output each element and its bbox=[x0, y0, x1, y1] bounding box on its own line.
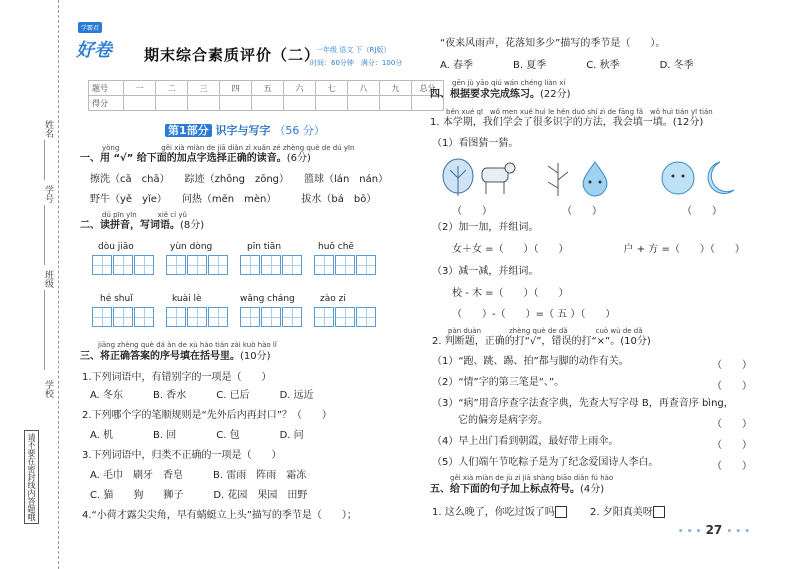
answer-paren[interactable]: （ ） bbox=[712, 440, 752, 451]
q2-score: (8分) bbox=[180, 220, 205, 231]
sealing-notice: 请不要在密封线内答题哦 bbox=[24, 430, 39, 524]
q3-item2-options: A. 机 B. 回 C. 包 D. 问 bbox=[90, 430, 304, 441]
punct-item-2-text: 2. 夕阳真美呀 bbox=[590, 507, 653, 518]
goat-icon bbox=[482, 163, 515, 194]
judge-item-3: （3）“病”用音序查字法查字典，先查大写字母 B，再查音序 bìng， bbox=[432, 398, 734, 409]
q3-item3-options-b: C. 猫 狗 狮子 D. 花园 果园 田野 bbox=[90, 490, 308, 501]
q2-title bbox=[80, 220, 204, 232]
q5-pinyin: gěi xià miàn de jù zi jiā shàng biāo diǎn fú hào bbox=[450, 474, 614, 482]
q4-2-score: (10分) bbox=[620, 336, 651, 347]
score-table-header-row bbox=[89, 81, 444, 96]
judge-item-5: （5）人们端午节吃粽子是为了纪念爱国诗人李白。 bbox=[432, 457, 659, 468]
judge-item-1: （1）“跑、跳、踢、拍”都与脚的动作有关。 bbox=[432, 356, 629, 367]
student-id-label: 学号 bbox=[43, 185, 53, 203]
page-number: 27 bbox=[705, 523, 723, 537]
score-table-score-row bbox=[89, 96, 444, 111]
q4-1-sub3-line2: （ ）-（ ）=（ 五 ）（ ） bbox=[452, 309, 616, 320]
answer-paren[interactable]: （ ） bbox=[712, 461, 752, 472]
id-line bbox=[44, 205, 45, 265]
score-cell: 五 bbox=[252, 81, 284, 96]
tree-icon bbox=[443, 159, 473, 196]
page-title: 期末综合素质评价（二） bbox=[144, 46, 321, 64]
dots-left: • • • bbox=[677, 527, 702, 537]
score-cell: 总分 bbox=[412, 81, 444, 96]
pinyin-word: huǒ chē bbox=[318, 242, 354, 252]
pinyin-word: dòu jiāo bbox=[98, 242, 134, 252]
q1-pinyin: yòng gěi xià miàn de jiā diǎn zì xuǎn zé zhèng què de dú yīn bbox=[102, 144, 355, 152]
score-row-label: 得分 bbox=[89, 96, 124, 111]
q4-title bbox=[430, 89, 571, 101]
punct-box[interactable] bbox=[555, 506, 567, 518]
judge-item-2: （2）“情”字的第三笔是“、”。 bbox=[432, 377, 565, 388]
q3-item3: 3.下列词语中，归类不正确的一项是（ ） bbox=[82, 450, 282, 461]
class-line bbox=[44, 290, 45, 370]
q4-1-title bbox=[430, 117, 703, 129]
part1-score: （56 分） bbox=[274, 124, 325, 137]
writing-grid[interactable] bbox=[166, 255, 229, 275]
answer-paren[interactable]: （ ） bbox=[712, 360, 752, 371]
q3-title bbox=[80, 351, 271, 363]
pinyin-word: kuài lè bbox=[172, 294, 202, 304]
score-input-cell[interactable] bbox=[188, 96, 220, 111]
writing-grid[interactable] bbox=[314, 307, 377, 327]
score-cell: 六 bbox=[284, 81, 316, 96]
q1-text: 一、用 “√” 给下面的加点字选择正确的读音。 bbox=[80, 153, 287, 164]
writing-grid[interactable] bbox=[240, 255, 303, 275]
q4-1-sub1: （1）看图猜一猜。 bbox=[432, 138, 519, 149]
q3-text: 三、将正确答案的序号填在括号里。 bbox=[80, 351, 240, 362]
score-cell: 四 bbox=[220, 81, 252, 96]
sun-icon bbox=[662, 162, 694, 194]
logo-badge bbox=[76, 22, 120, 72]
q3-item2: 2.下列哪个字的笔顺规则是“先外后内再封口”？（ ） bbox=[82, 410, 332, 421]
q4-pinyin: gēn jù yāo qiú wán chéng liàn xí bbox=[452, 79, 566, 87]
q2-text: 二、读拼音，写词语。 bbox=[80, 220, 180, 231]
full-score-text: 满分：100分 bbox=[360, 59, 403, 67]
q4-1-sub2-line: 女＋女 =（ ）（ ） 户 + 方 =（ ）（ ） bbox=[452, 244, 745, 255]
q4-2-text: 2. 判断题，正确的打“√”，错误的打“×”。 bbox=[432, 336, 621, 347]
q4-1-sub3-line1: 校 - 木 =（ ）（ ） bbox=[452, 288, 569, 299]
binding-dashed-line bbox=[58, 0, 60, 569]
q5-title bbox=[430, 484, 604, 496]
answer-paren[interactable]: （ ） bbox=[452, 206, 492, 217]
q5-text: 五、给下面的句子加上标点符号。 bbox=[430, 484, 580, 495]
q4-2-pinyin: pàn duàn zhèng què de dǎ cuò wù de dǎ bbox=[448, 327, 643, 335]
time-text: 时间：60分钟 bbox=[310, 59, 354, 67]
score-input-cell[interactable] bbox=[316, 96, 348, 111]
score-cell: 九 bbox=[380, 81, 412, 96]
score-cell: 八 bbox=[348, 81, 380, 96]
pinyin-word: wǎng cháng bbox=[240, 294, 295, 304]
part1-tag: 第1部分 bbox=[165, 124, 212, 137]
q4-1-pinyin: běn xué qī wǒ men xué huì le hěn duō shí zì de fāng fǎ wǒ huì tián yī tián bbox=[446, 108, 713, 116]
judge-item-4: （4）早上出门看到朝霞，最好带上雨伞。 bbox=[432, 436, 619, 447]
score-input-cell[interactable] bbox=[220, 96, 252, 111]
writing-grid[interactable] bbox=[92, 255, 155, 275]
q1-row1: 擦洗（cā chā） 踪迹（zhōng zōng） 篮球（lán nán） bbox=[90, 174, 389, 185]
q1-title bbox=[80, 153, 311, 165]
q1-row2: 野牛（yě yǐe） 问热（mēn mèn） 拔水（bá bō） bbox=[90, 194, 377, 205]
writing-grid[interactable] bbox=[92, 307, 155, 327]
q3-item3-options-a: A. 毛巾 刷牙 香皂 B. 雷雨 阵雨 霜冻 bbox=[90, 470, 307, 481]
q4-1-sub2: （2）加一加，并组词。 bbox=[432, 222, 539, 233]
score-cell: 三 bbox=[188, 81, 220, 96]
answer-paren[interactable]: （ ） bbox=[682, 206, 722, 217]
q4-text: 四、根据要求完成练习。 bbox=[430, 89, 540, 100]
part1-heading bbox=[165, 122, 325, 138]
q3-item1: 1.下列词语中，有错别字的一项是（ ） bbox=[82, 372, 272, 383]
name-label: 姓名 bbox=[43, 120, 53, 138]
answer-paren[interactable]: （ ） bbox=[562, 206, 602, 217]
binding-margin bbox=[0, 0, 62, 569]
school-label: 学校 bbox=[43, 380, 53, 398]
page-number-area bbox=[678, 523, 750, 537]
q4-1-score: (12分) bbox=[672, 117, 704, 128]
score-table bbox=[88, 80, 444, 111]
guess-pictures bbox=[440, 158, 770, 198]
q4-1-sub3: （3）减一减，并组词。 bbox=[432, 266, 539, 277]
score-cell: 一 bbox=[124, 81, 156, 96]
pinyin-word: zào zi bbox=[320, 294, 346, 304]
answer-paren[interactable]: （ ） bbox=[712, 381, 752, 392]
part1-title: 识字与写字 bbox=[215, 124, 271, 137]
q3-item1-options: A. 冬东 B. 香水 C. 已后 D. 远近 bbox=[90, 390, 314, 401]
q3-item4-options: A. 春季 B. 夏季 C. 秋季 D. 冬季 bbox=[440, 60, 694, 71]
class-label: 班级 bbox=[43, 270, 53, 288]
punct-item-1 bbox=[432, 506, 567, 519]
q3-score: (10分) bbox=[240, 351, 271, 362]
q4-score: (22分) bbox=[540, 89, 571, 100]
score-input-cell[interactable] bbox=[156, 96, 188, 111]
score-input-cell[interactable] bbox=[380, 96, 412, 111]
time-info bbox=[310, 58, 402, 68]
score-input-cell[interactable] bbox=[348, 96, 380, 111]
pinyin-word: pīn tiān bbox=[247, 242, 282, 252]
punct-item-1-text: 1. 这么晚了，你吃过饭了吗 bbox=[432, 507, 555, 518]
score-input-cell[interactable] bbox=[124, 96, 156, 111]
score-cell: 题号 bbox=[89, 81, 124, 96]
score-cell: 二 bbox=[156, 81, 188, 96]
punct-item-2 bbox=[590, 506, 665, 519]
grass-icon bbox=[548, 163, 568, 196]
writing-grid[interactable] bbox=[166, 307, 229, 327]
answer-paren[interactable]: （ ） bbox=[712, 419, 752, 430]
writing-grid[interactable] bbox=[240, 307, 303, 327]
q5-score: (4分) bbox=[580, 484, 605, 495]
water-drop-icon bbox=[583, 162, 607, 196]
dots-right: • • • bbox=[726, 527, 750, 537]
punct-box[interactable] bbox=[653, 506, 665, 518]
judge-item-3-cont: 它的偏旁是病字旁。 bbox=[458, 415, 548, 426]
writing-grid[interactable] bbox=[314, 255, 377, 275]
q3-item4: 4.“小荷才露尖尖角，早有蜻蜓立上头”描写的季节是（ ）； bbox=[82, 510, 357, 521]
pinyin-word: hé shuǐ bbox=[100, 294, 133, 304]
q1-score: (6分) bbox=[286, 153, 311, 164]
badge-tag: 学霸君 bbox=[78, 22, 102, 33]
q4-2-title bbox=[432, 336, 651, 348]
score-input-cell[interactable] bbox=[284, 96, 316, 111]
q3-pinyin: jiāng zhèng què dá àn de xù hào tián zài kuò hào lǐ bbox=[98, 341, 277, 349]
q3-item4-continued: “夜来风雨声，花落知多少”描写的季节是（ ）。 bbox=[440, 38, 666, 49]
logo-text: 好卷 bbox=[76, 40, 112, 61]
moon-icon bbox=[708, 162, 734, 193]
grade-label: 一年级 语文 下（RJ版） bbox=[316, 46, 391, 54]
score-cell: 七 bbox=[316, 81, 348, 96]
pinyin-word: yùn dòng bbox=[170, 242, 213, 252]
score-input-cell[interactable] bbox=[252, 96, 284, 111]
name-line bbox=[44, 140, 45, 180]
q2-pinyin: dú pīn yīn xiě cí yǔ bbox=[102, 211, 187, 219]
q4-1-text: 1. 本学期，我们学会了很多识字的方法，我会填一填。 bbox=[430, 117, 673, 128]
